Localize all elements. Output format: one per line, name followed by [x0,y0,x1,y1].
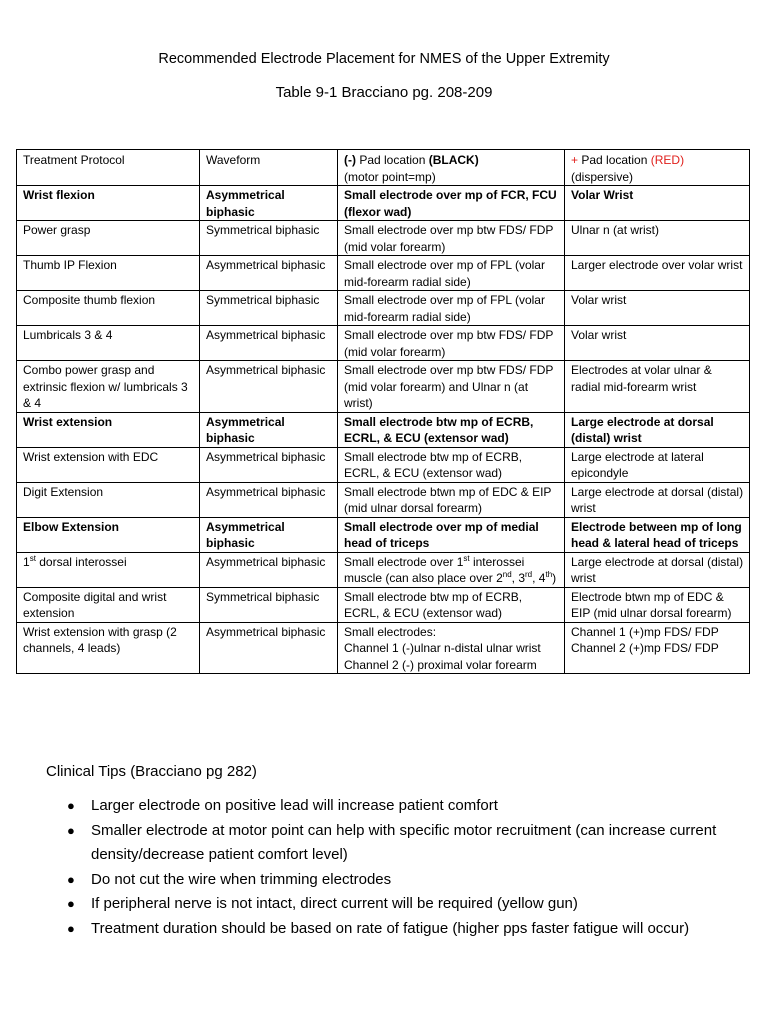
table-row [17,186,750,221]
row-positive-pad: Ulnar n (at wrist) [565,221,750,256]
list-item: ● Larger electrode on positive lead will increase patient comfort [64,794,744,819]
neg-line: Small electrodes: [344,624,437,639]
list-item: ● Do not cut the wire when trimming electrodes [64,868,744,893]
row-waveform: Symmetrical biphasic [200,221,338,256]
row-positive-pad: Electrodes at volar ulnar & radial mid-forearm wrist [565,361,750,413]
row-protocol: Thumb IP Flexion [17,256,200,291]
row-waveform: Asymmetrical biphasic [200,361,338,413]
row-negative-pad [338,622,565,674]
negative-pad-label: Pad location [356,153,429,167]
row-positive-pad: Volar wrist [565,326,750,361]
table-header-row [17,150,750,186]
bullet-icon: ● [67,798,75,813]
row-waveform: Asymmetrical biphasic [200,326,338,361]
neg-line: Channel 2 (-) proximal volar forearm [344,657,537,672]
clinical-tips-list [64,794,744,941]
row-protocol: Elbow Extension [17,517,200,552]
list-item: ● If peripheral nerve is not intact, direct current will be required (yellow gun) [64,892,744,917]
header-positive-pad [565,150,750,186]
table-row [17,517,750,552]
row-protocol: Wrist extension [17,412,200,447]
row-protocol: Composite thumb flexion [17,291,200,326]
document-title: Recommended Electrode Placement for NMES of the Upper Extremity [158,51,610,67]
negative-pad-subtitle: (motor point=mp) [344,169,436,184]
bullet-icon: ● [67,822,75,838]
row-protocol: 1st dorsal interossei [17,552,200,587]
table-row [17,447,750,482]
table-row [17,587,750,622]
pos-line: Channel 1 (+)mp FDS/ FDP [571,624,719,639]
row-protocol: Power grasp [17,221,200,256]
row-positive-pad: Large electrode at lateral epicondyle [565,447,750,482]
row-positive-pad: Volar wrist [565,291,750,326]
row-negative-pad: Small electrode btw mp of ECRB, ECRL, & ECU (extensor wad) [338,412,565,447]
table-caption: Table 9-1 Bracciano pg. 208-209 [275,84,493,101]
pos-line: Channel 2 (+)mp FDS/ FDP [571,641,719,655]
row-negative-pad: Small electrode over mp btw FDS/ FDP (mid volar forearm) [338,221,565,256]
table-row [17,412,750,447]
table-row [17,482,750,517]
positive-pad-label: Pad location [578,153,651,167]
header-waveform: Waveform [200,150,338,186]
row-negative-pad: Small electrode over mp of FPL (volar mid-forearm radial side) [338,256,565,291]
positive-pad-color: (RED) [650,153,685,167]
row-negative-pad: Small electrode over mp btw FDS/ FDP (mid volar forearm) [338,326,565,361]
row-waveform: Asymmetrical biphasic [200,447,338,482]
row-protocol: Combo power grasp and extrinsic flexion w/ lumbricals 3 & 4 [17,361,200,413]
row-protocol: Digit Extension [17,482,200,517]
row-negative-pad: Small electrode over mp of FPL (volar mid-forearm radial side) [338,291,565,326]
row-protocol: Wrist flexion [17,186,200,221]
row-positive-pad: Electrode btwn mp of EDC & EIP (mid ulnar dorsal forearm) [565,587,750,622]
row-protocol: Composite digital and wrist extension [17,587,200,622]
row-positive-pad: Electrode between mp of long head & lateral head of triceps [565,517,750,552]
row-protocol: Lumbricals 3 & 4 [17,326,200,361]
positive-sign: + [571,153,579,167]
negative-sign: (-) [344,153,356,167]
list-item: ● Treatment duration should be based on rate of fatigue (higher pps faster fatigue will occur) [64,917,744,942]
row-waveform: Asymmetrical biphasic [200,256,338,291]
row-waveform: Asymmetrical biphasic [200,482,338,517]
row-waveform: Asymmetrical biphasic [200,412,338,447]
row-protocol: Wrist extension with grasp (2 channels, 4 leads) [17,622,200,674]
row-negative-pad: Small electrode btw mp of ECRB, ECRL, & ECU (extensor wad) [338,447,565,482]
table-row [17,552,750,587]
row-waveform: Asymmetrical biphasic [200,186,338,221]
header-treatment-protocol: Treatment Protocol [17,150,200,186]
table-row [17,326,750,361]
neg-line: Channel 1 (-)ulnar n-distal ulnar wrist [344,641,541,655]
row-waveform: Asymmetrical biphasic [200,517,338,552]
row-negative-pad: Small electrode btwn mp of EDC & EIP (mid ulnar dorsal forearm) [338,482,565,517]
row-positive-pad: Large electrode at dorsal (distal) wrist [565,482,750,517]
header-negative-pad [338,150,565,186]
row-positive-pad [565,622,750,674]
row-protocol: Wrist extension with EDC [17,447,200,482]
row-negative-pad: Small electrode btw mp of ECRB, ECRL, & ECU (extensor wad) [338,587,565,622]
row-positive-pad: Larger electrode over volar wrist [565,256,750,291]
clinical-tips-heading: Clinical Tips (Bracciano pg 282) [46,763,257,780]
table-row [17,291,750,326]
positive-pad-subtitle: (dispersive) [571,169,634,184]
row-waveform: Symmetrical biphasic [200,587,338,622]
bullet-icon: ● [67,871,75,887]
list-item: ● Smaller electrode at motor point can help with specific motor recruitment (can increase current density/decrease patient comfort level) [64,819,744,868]
negative-pad-color: (BLACK) [428,153,479,167]
row-negative-pad: Small electrode over mp of medial head of triceps [338,517,565,552]
table-row [17,256,750,291]
electrode-placement-table [16,149,750,674]
row-negative-pad: Small electrode over mp btw FDS/ FDP (mid volar forearm) and Ulnar n (at wrist) [338,361,565,413]
table-row [17,622,750,674]
row-negative-pad: Small electrode over mp of FCR, FCU (flexor wad) [338,186,565,221]
row-positive-pad: Large electrode at dorsal (distal) wrist [565,552,750,587]
bullet-icon: ● [67,896,75,911]
row-waveform: Asymmetrical biphasic [200,552,338,587]
table-row [17,361,750,413]
row-positive-pad: Volar Wrist [565,186,750,221]
table-row [17,221,750,256]
row-negative-pad: Small electrode over 1st interossei muscle (can also place over 2nd, 3rd, 4th) [338,552,565,587]
row-waveform: Symmetrical biphasic [200,291,338,326]
row-waveform: Asymmetrical biphasic [200,622,338,674]
row-positive-pad: Large electrode at dorsal (distal) wrist [565,412,750,447]
bullet-icon: ● [67,920,75,936]
